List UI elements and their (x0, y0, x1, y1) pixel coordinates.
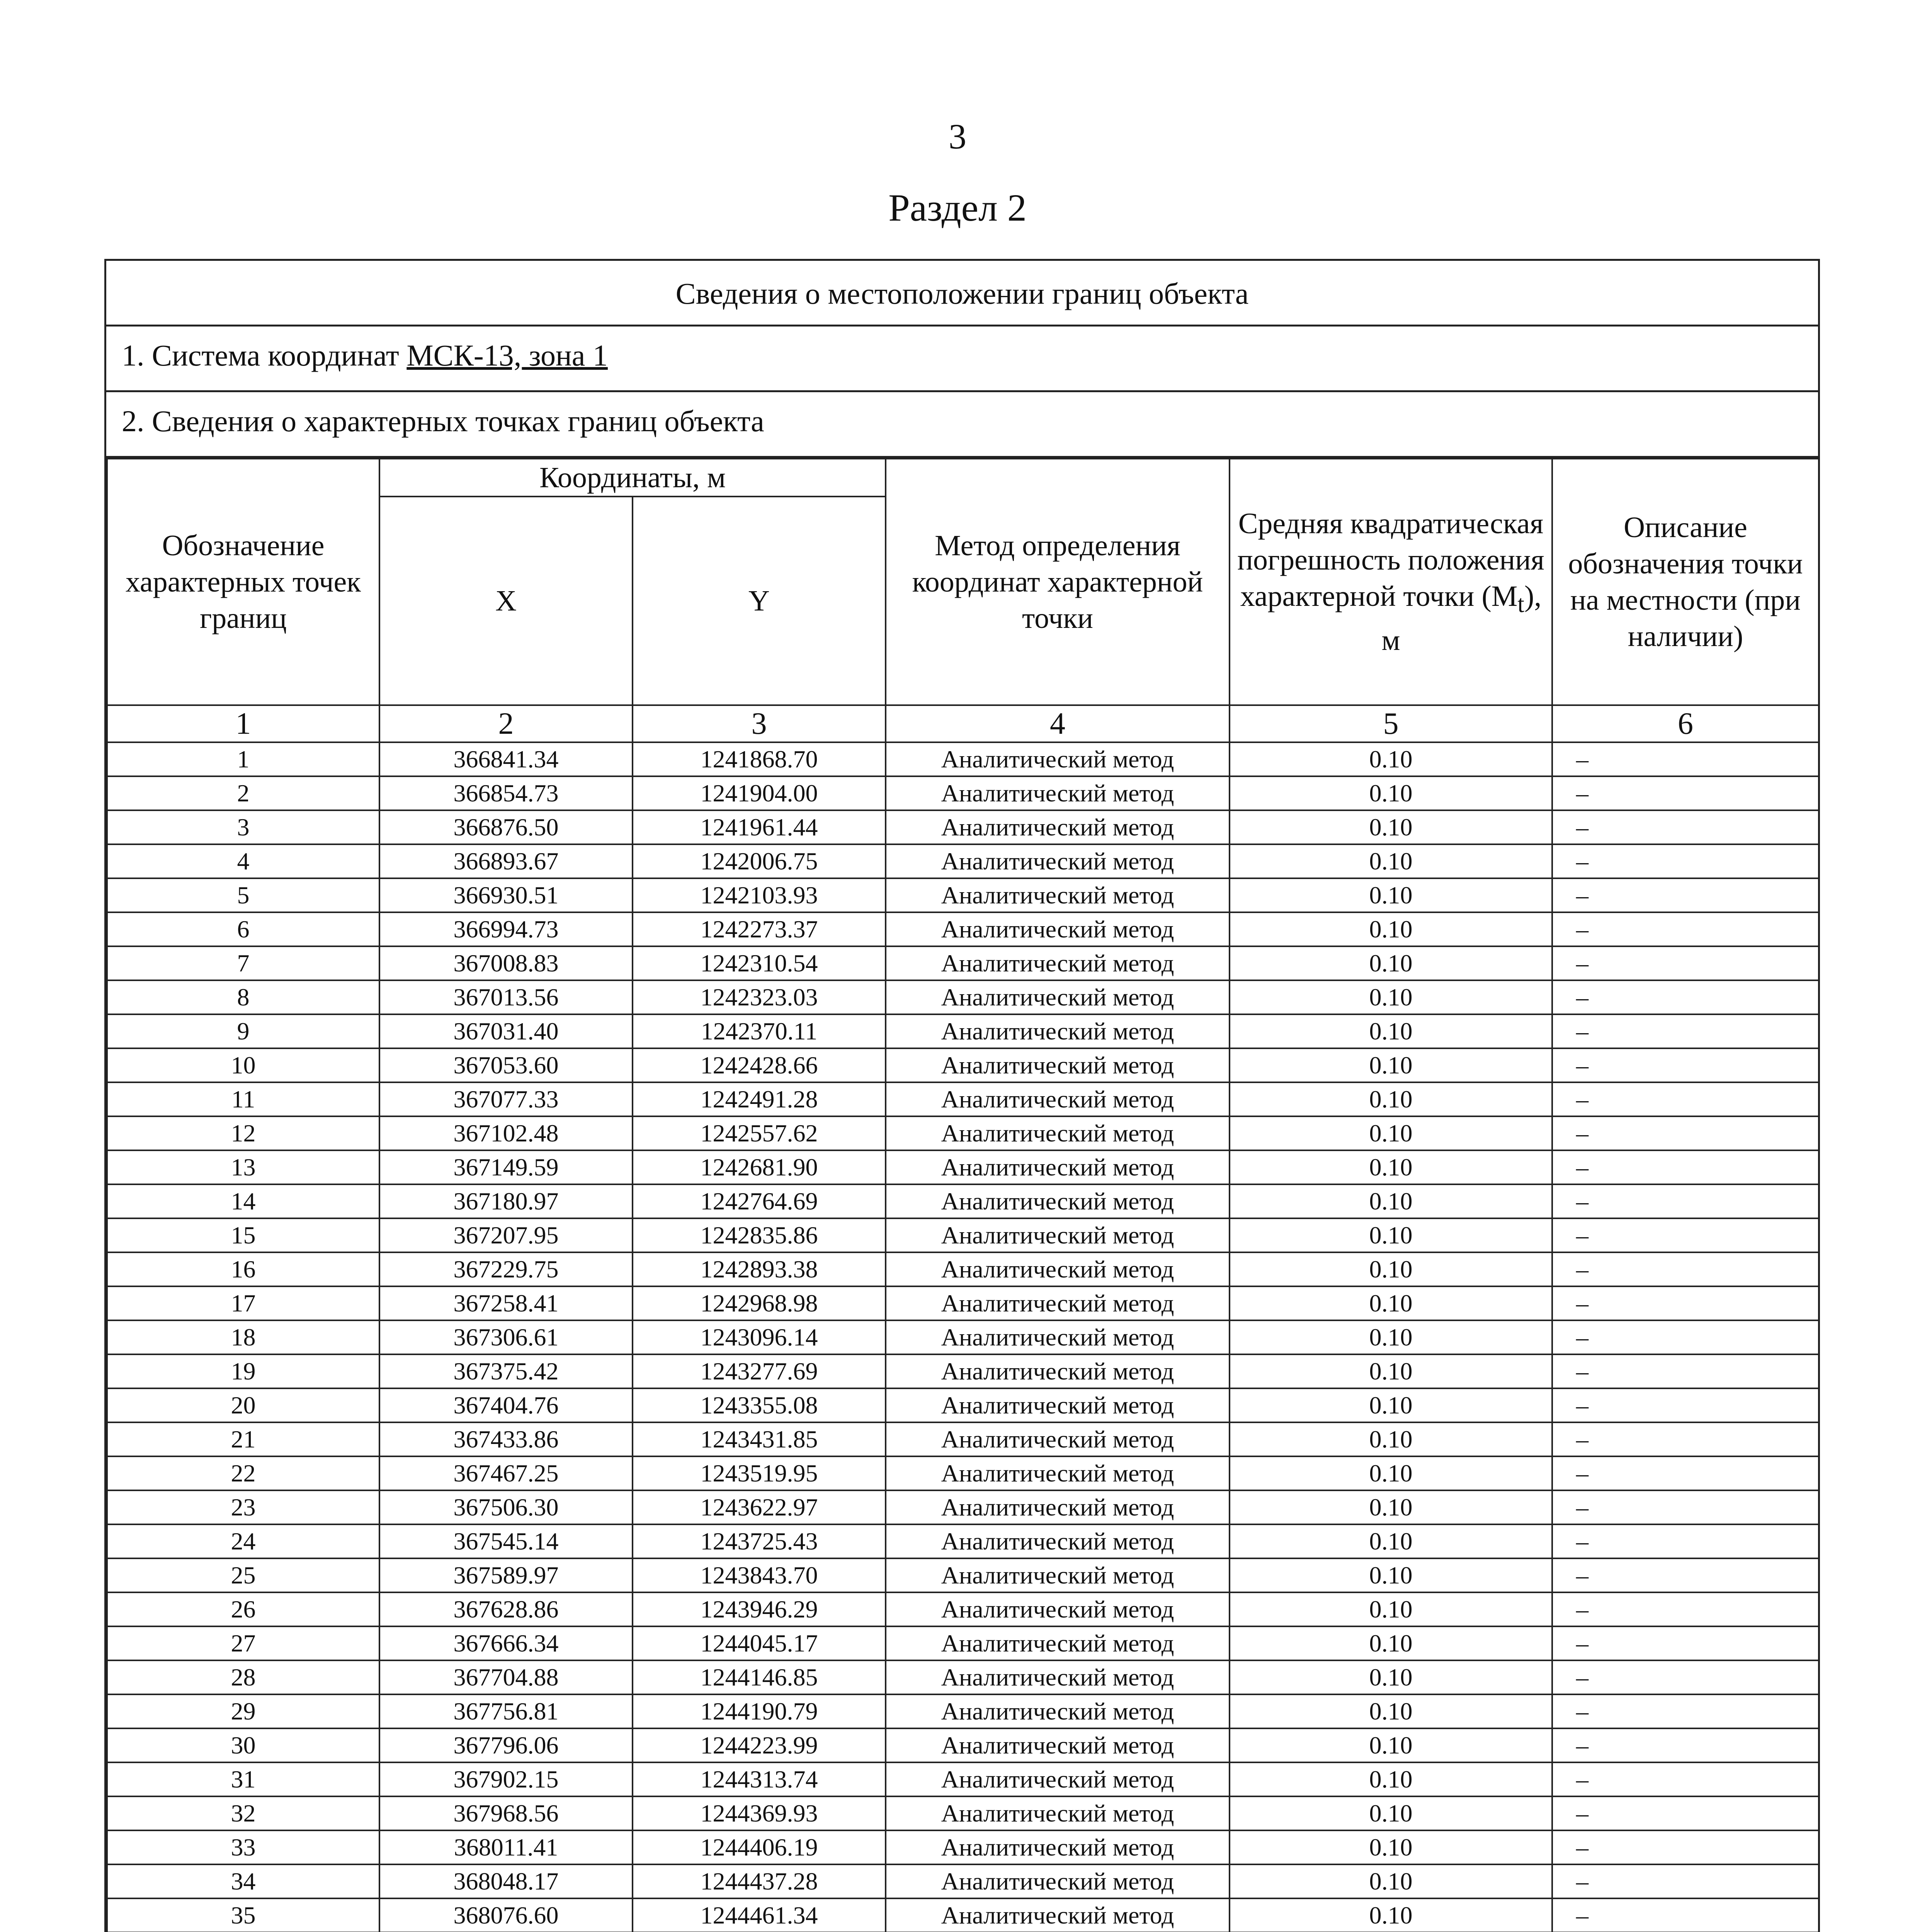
method-cell: Аналитический метод (886, 1660, 1230, 1694)
point-number-cell: 19 (107, 1354, 379, 1388)
points-section-title: 2. Сведения о характерных точках границ объекта (106, 392, 1818, 458)
table-row (107, 1898, 1819, 1932)
description-cell: – (1552, 810, 1819, 844)
point-number-cell: 29 (107, 1694, 379, 1728)
method-cell: Аналитический метод (886, 1320, 1230, 1354)
method-cell: Аналитический метод (886, 1524, 1230, 1558)
table-row (107, 1592, 1819, 1626)
point-number-cell: 33 (107, 1830, 379, 1864)
error-cell: 0.10 (1230, 1048, 1552, 1082)
description-cell: – (1552, 776, 1819, 810)
description-cell: – (1552, 912, 1819, 946)
header-designation: Обозначение характерных точек границ (107, 459, 379, 705)
table-row (107, 1422, 1819, 1456)
y-coordinate-cell: 1244437.28 (633, 1864, 886, 1898)
error-cell: 0.10 (1230, 946, 1552, 980)
method-cell: Аналитический метод (886, 1456, 1230, 1490)
method-cell: Аналитический метод (886, 1082, 1230, 1116)
table-row (107, 776, 1819, 810)
x-coordinate-cell: 367053.60 (379, 1048, 633, 1082)
coordinate-system-label: 1. Система координат (122, 338, 407, 372)
point-number-cell: 5 (107, 878, 379, 912)
y-coordinate-cell: 1244461.34 (633, 1898, 886, 1932)
x-coordinate-cell: 367306.61 (379, 1320, 633, 1354)
method-cell: Аналитический метод (886, 1422, 1230, 1456)
x-coordinate-cell: 367404.76 (379, 1388, 633, 1422)
x-coordinate-cell: 367704.88 (379, 1660, 633, 1694)
point-number-cell: 4 (107, 844, 379, 878)
point-number-cell: 7 (107, 946, 379, 980)
point-number-cell: 13 (107, 1150, 379, 1184)
x-coordinate-cell: 367589.97 (379, 1558, 633, 1592)
points-table (106, 458, 1820, 1932)
point-number-cell: 17 (107, 1286, 379, 1320)
description-cell: – (1552, 1592, 1819, 1626)
y-coordinate-cell: 1242835.86 (633, 1218, 886, 1252)
description-cell: – (1552, 1456, 1819, 1490)
table-row (107, 980, 1819, 1014)
description-cell: – (1552, 1728, 1819, 1762)
error-cell: 0.10 (1230, 1184, 1552, 1218)
table-row (107, 1490, 1819, 1524)
x-coordinate-cell: 367628.86 (379, 1592, 633, 1626)
y-coordinate-cell: 1243725.43 (633, 1524, 886, 1558)
y-coordinate-cell: 1243355.08 (633, 1388, 886, 1422)
description-cell: – (1552, 1422, 1819, 1456)
x-coordinate-cell: 367796.06 (379, 1728, 633, 1762)
header-y: Y (633, 497, 886, 705)
description-cell: – (1552, 1116, 1819, 1150)
point-number-cell: 21 (107, 1422, 379, 1456)
column-number: 3 (633, 705, 886, 742)
description-cell: – (1552, 1218, 1819, 1252)
method-cell: Аналитический метод (886, 1150, 1230, 1184)
error-cell: 0.10 (1230, 1558, 1552, 1592)
method-cell: Аналитический метод (886, 1694, 1230, 1728)
y-coordinate-cell: 1241868.70 (633, 742, 886, 776)
description-cell: – (1552, 1694, 1819, 1728)
description-cell: – (1552, 1150, 1819, 1184)
table-row (107, 878, 1819, 912)
table-row (107, 1796, 1819, 1830)
error-cell: 0.10 (1230, 844, 1552, 878)
point-number-cell: 6 (107, 912, 379, 946)
error-cell: 0.10 (1230, 1014, 1552, 1048)
x-coordinate-cell: 366930.51 (379, 878, 633, 912)
table-row (107, 1218, 1819, 1252)
point-number-cell: 15 (107, 1218, 379, 1252)
table-row (107, 844, 1819, 878)
point-number-cell: 1 (107, 742, 379, 776)
x-coordinate-cell: 367756.81 (379, 1694, 633, 1728)
method-cell: Аналитический метод (886, 1558, 1230, 1592)
error-cell: 0.10 (1230, 1116, 1552, 1150)
point-number-cell: 14 (107, 1184, 379, 1218)
point-number-cell: 22 (107, 1456, 379, 1490)
error-cell: 0.10 (1230, 1252, 1552, 1286)
y-coordinate-cell: 1243519.95 (633, 1456, 886, 1490)
description-cell: – (1552, 1320, 1819, 1354)
x-coordinate-cell: 367077.33 (379, 1082, 633, 1116)
column-number: 4 (886, 705, 1230, 742)
method-cell: Аналитический метод (886, 1490, 1230, 1524)
table-row (107, 1082, 1819, 1116)
method-cell: Аналитический метод (886, 912, 1230, 946)
x-coordinate-cell: 366854.73 (379, 776, 633, 810)
table-row (107, 1150, 1819, 1184)
point-number-cell: 27 (107, 1626, 379, 1660)
error-cell: 0.10 (1230, 1592, 1552, 1626)
point-number-cell: 31 (107, 1762, 379, 1796)
method-cell: Аналитический метод (886, 878, 1230, 912)
column-number: 2 (379, 705, 633, 742)
table-row (107, 1286, 1819, 1320)
y-coordinate-cell: 1244045.17 (633, 1626, 886, 1660)
method-cell: Аналитический метод (886, 1898, 1230, 1932)
description-cell: – (1552, 1082, 1819, 1116)
y-coordinate-cell: 1244313.74 (633, 1762, 886, 1796)
description-cell: – (1552, 1796, 1819, 1830)
point-number-cell: 35 (107, 1898, 379, 1932)
y-coordinate-cell: 1243277.69 (633, 1354, 886, 1388)
description-cell: – (1552, 1354, 1819, 1388)
description-cell: – (1552, 980, 1819, 1014)
description-cell: – (1552, 1014, 1819, 1048)
table-row (107, 1456, 1819, 1490)
header-error-text: Средняя квадратическая погрешность положения характерной точки (1237, 507, 1544, 612)
description-cell: – (1552, 1830, 1819, 1864)
description-cell: – (1552, 1898, 1819, 1932)
y-coordinate-cell: 1242893.38 (633, 1252, 886, 1286)
x-coordinate-cell: 367375.42 (379, 1354, 633, 1388)
description-cell: – (1552, 1558, 1819, 1592)
error-cell: 0.10 (1230, 1354, 1552, 1388)
description-cell: – (1552, 1490, 1819, 1524)
error-cell: 0.10 (1230, 1524, 1552, 1558)
y-coordinate-cell: 1242370.11 (633, 1014, 886, 1048)
header-error-unit: ), м (1381, 580, 1542, 657)
error-cell: 0.10 (1230, 1286, 1552, 1320)
x-coordinate-cell: 367229.75 (379, 1252, 633, 1286)
y-coordinate-cell: 1244223.99 (633, 1728, 886, 1762)
error-cell: 0.10 (1230, 1830, 1552, 1864)
page-number: 3 (949, 117, 966, 156)
error-cell: 0.10 (1230, 1898, 1552, 1932)
y-coordinate-cell: 1244190.79 (633, 1694, 886, 1728)
point-number-cell: 24 (107, 1524, 379, 1558)
method-cell: Аналитический метод (886, 1184, 1230, 1218)
header-x: X (379, 497, 633, 705)
point-number-cell: 20 (107, 1388, 379, 1422)
error-cell: 0.10 (1230, 1626, 1552, 1660)
y-coordinate-cell: 1243843.70 (633, 1558, 886, 1592)
x-coordinate-cell: 367258.41 (379, 1286, 633, 1320)
method-cell: Аналитический метод (886, 844, 1230, 878)
coordinate-system-row (106, 327, 1818, 392)
table-row (107, 1626, 1819, 1660)
point-number-cell: 28 (107, 1660, 379, 1694)
error-cell: 0.10 (1230, 1456, 1552, 1490)
error-cell: 0.10 (1230, 878, 1552, 912)
table-row (107, 1830, 1819, 1864)
error-cell: 0.10 (1230, 1490, 1552, 1524)
error-cell: 0.10 (1230, 1694, 1552, 1728)
description-cell: – (1552, 742, 1819, 776)
y-coordinate-cell: 1244406.19 (633, 1830, 886, 1864)
table-row (107, 1320, 1819, 1354)
method-cell: Аналитический метод (886, 1286, 1230, 1320)
header-description: Описание обозначения точки на местности (при наличии) (1552, 459, 1819, 705)
point-number-cell: 9 (107, 1014, 379, 1048)
x-coordinate-cell: 366994.73 (379, 912, 633, 946)
method-cell: Аналитический метод (886, 742, 1230, 776)
table-row (107, 1354, 1819, 1388)
y-coordinate-cell: 1243946.29 (633, 1592, 886, 1626)
method-cell: Аналитический метод (886, 1762, 1230, 1796)
method-cell: Аналитический метод (886, 1218, 1230, 1252)
method-cell: Аналитический метод (886, 980, 1230, 1014)
method-cell: Аналитический метод (886, 1048, 1230, 1082)
x-coordinate-cell: 367506.30 (379, 1490, 633, 1524)
block-title: Сведения о местоположении границ объекта (106, 261, 1818, 327)
error-cell: 0.10 (1230, 1796, 1552, 1830)
point-number-cell: 18 (107, 1320, 379, 1354)
x-coordinate-cell: 367149.59 (379, 1150, 633, 1184)
error-cell: 0.10 (1230, 1388, 1552, 1422)
point-number-cell: 23 (107, 1490, 379, 1524)
header-error-symbol: (M (1481, 580, 1518, 612)
table-row (107, 1864, 1819, 1898)
y-coordinate-cell: 1242006.75 (633, 844, 886, 878)
x-coordinate-cell: 366876.50 (379, 810, 633, 844)
method-cell: Аналитический метод (886, 776, 1230, 810)
error-cell: 0.10 (1230, 912, 1552, 946)
description-cell: – (1552, 1048, 1819, 1082)
y-coordinate-cell: 1242681.90 (633, 1150, 886, 1184)
y-coordinate-cell: 1242310.54 (633, 946, 886, 980)
section-title: Раздел 2 (888, 186, 1027, 229)
table-row (107, 810, 1819, 844)
method-cell: Аналитический метод (886, 946, 1230, 980)
x-coordinate-cell: 367968.56 (379, 1796, 633, 1830)
description-cell: – (1552, 1864, 1819, 1898)
table-row (107, 1762, 1819, 1796)
description-cell: – (1552, 1286, 1819, 1320)
point-number-cell: 12 (107, 1116, 379, 1150)
table-row (107, 1116, 1819, 1150)
point-number-cell: 30 (107, 1728, 379, 1762)
description-cell: – (1552, 946, 1819, 980)
y-coordinate-cell: 1242273.37 (633, 912, 886, 946)
point-number-cell: 34 (107, 1864, 379, 1898)
description-cell: – (1552, 1184, 1819, 1218)
x-coordinate-cell: 367666.34 (379, 1626, 633, 1660)
y-coordinate-cell: 1241904.00 (633, 776, 886, 810)
error-cell: 0.10 (1230, 1320, 1552, 1354)
table-row (107, 1184, 1819, 1218)
table-row (107, 1048, 1819, 1082)
y-coordinate-cell: 1242323.03 (633, 980, 886, 1014)
method-cell: Аналитический метод (886, 1626, 1230, 1660)
point-number-cell: 8 (107, 980, 379, 1014)
y-coordinate-cell: 1242764.69 (633, 1184, 886, 1218)
x-coordinate-cell: 367013.56 (379, 980, 633, 1014)
x-coordinate-cell: 367467.25 (379, 1456, 633, 1490)
x-coordinate-cell: 368048.17 (379, 1864, 633, 1898)
error-cell: 0.10 (1230, 742, 1552, 776)
x-coordinate-cell: 367433.86 (379, 1422, 633, 1456)
description-cell: – (1552, 1762, 1819, 1796)
x-coordinate-cell: 366893.67 (379, 844, 633, 878)
method-cell: Аналитический метод (886, 1796, 1230, 1830)
x-coordinate-cell: 367102.48 (379, 1116, 633, 1150)
x-coordinate-cell: 367031.40 (379, 1014, 633, 1048)
description-cell: – (1552, 1252, 1819, 1286)
description-cell: – (1552, 1660, 1819, 1694)
header-coordinates: Координаты, м (379, 459, 886, 497)
boundary-info-block (104, 259, 1820, 1932)
method-cell: Аналитический метод (886, 1864, 1230, 1898)
point-number-cell: 11 (107, 1082, 379, 1116)
description-cell: – (1552, 1626, 1819, 1660)
header-method: Метод определения координат характерной точки (886, 459, 1230, 705)
description-cell: – (1552, 844, 1819, 878)
method-cell: Аналитический метод (886, 1388, 1230, 1422)
method-cell: Аналитический метод (886, 1830, 1230, 1864)
x-coordinate-cell: 367180.97 (379, 1184, 633, 1218)
point-number-cell: 10 (107, 1048, 379, 1082)
error-cell: 0.10 (1230, 810, 1552, 844)
y-coordinate-cell: 1242968.98 (633, 1286, 886, 1320)
point-number-cell: 3 (107, 810, 379, 844)
y-coordinate-cell: 1243622.97 (633, 1490, 886, 1524)
error-cell: 0.10 (1230, 776, 1552, 810)
points-table-body (107, 742, 1819, 1932)
error-cell: 0.10 (1230, 1864, 1552, 1898)
table-row (107, 742, 1819, 776)
method-cell: Аналитический метод (886, 1014, 1230, 1048)
error-cell: 0.10 (1230, 980, 1552, 1014)
y-coordinate-cell: 1242428.66 (633, 1048, 886, 1082)
point-number-cell: 26 (107, 1592, 379, 1626)
column-number: 1 (107, 705, 379, 742)
table-row (107, 1660, 1819, 1694)
x-coordinate-cell: 367207.95 (379, 1218, 633, 1252)
point-number-cell: 32 (107, 1796, 379, 1830)
point-number-cell: 16 (107, 1252, 379, 1286)
y-coordinate-cell: 1244369.93 (633, 1796, 886, 1830)
description-cell: – (1552, 878, 1819, 912)
x-coordinate-cell: 367902.15 (379, 1762, 633, 1796)
point-number-cell: 2 (107, 776, 379, 810)
y-coordinate-cell: 1243096.14 (633, 1320, 886, 1354)
y-coordinate-cell: 1244146.85 (633, 1660, 886, 1694)
y-coordinate-cell: 1243431.85 (633, 1422, 886, 1456)
method-cell: Аналитический метод (886, 1354, 1230, 1388)
table-row (107, 1558, 1819, 1592)
method-cell: Аналитический метод (886, 1592, 1230, 1626)
method-cell: Аналитический метод (886, 1728, 1230, 1762)
y-coordinate-cell: 1242491.28 (633, 1082, 886, 1116)
column-numbers-row (107, 705, 1819, 742)
y-coordinate-cell: 1242103.93 (633, 878, 886, 912)
description-cell: – (1552, 1388, 1819, 1422)
table-row (107, 912, 1819, 946)
column-number: 6 (1552, 705, 1819, 742)
x-coordinate-cell: 367008.83 (379, 946, 633, 980)
table-row (107, 1694, 1819, 1728)
table-row (107, 1524, 1819, 1558)
table-row (107, 1388, 1819, 1422)
method-cell: Аналитический метод (886, 1252, 1230, 1286)
error-cell: 0.10 (1230, 1218, 1552, 1252)
column-number: 5 (1230, 705, 1552, 742)
header-error-subscript: t (1517, 590, 1524, 618)
table-row (107, 946, 1819, 980)
error-cell: 0.10 (1230, 1150, 1552, 1184)
header-error (1230, 459, 1552, 705)
coordinate-system-value: МСК-13, зона 1 (406, 338, 608, 372)
y-coordinate-cell: 1241961.44 (633, 810, 886, 844)
table-row (107, 1252, 1819, 1286)
table-row (107, 1728, 1819, 1762)
x-coordinate-cell: 368076.60 (379, 1898, 633, 1932)
error-cell: 0.10 (1230, 1762, 1552, 1796)
table-row (107, 1014, 1819, 1048)
description-cell: – (1552, 1524, 1819, 1558)
x-coordinate-cell: 368011.41 (379, 1830, 633, 1864)
error-cell: 0.10 (1230, 1728, 1552, 1762)
error-cell: 0.10 (1230, 1422, 1552, 1456)
x-coordinate-cell: 367545.14 (379, 1524, 633, 1558)
method-cell: Аналитический метод (886, 1116, 1230, 1150)
point-number-cell: 25 (107, 1558, 379, 1592)
y-coordinate-cell: 1242557.62 (633, 1116, 886, 1150)
method-cell: Аналитический метод (886, 810, 1230, 844)
x-coordinate-cell: 366841.34 (379, 742, 633, 776)
error-cell: 0.10 (1230, 1660, 1552, 1694)
error-cell: 0.10 (1230, 1082, 1552, 1116)
